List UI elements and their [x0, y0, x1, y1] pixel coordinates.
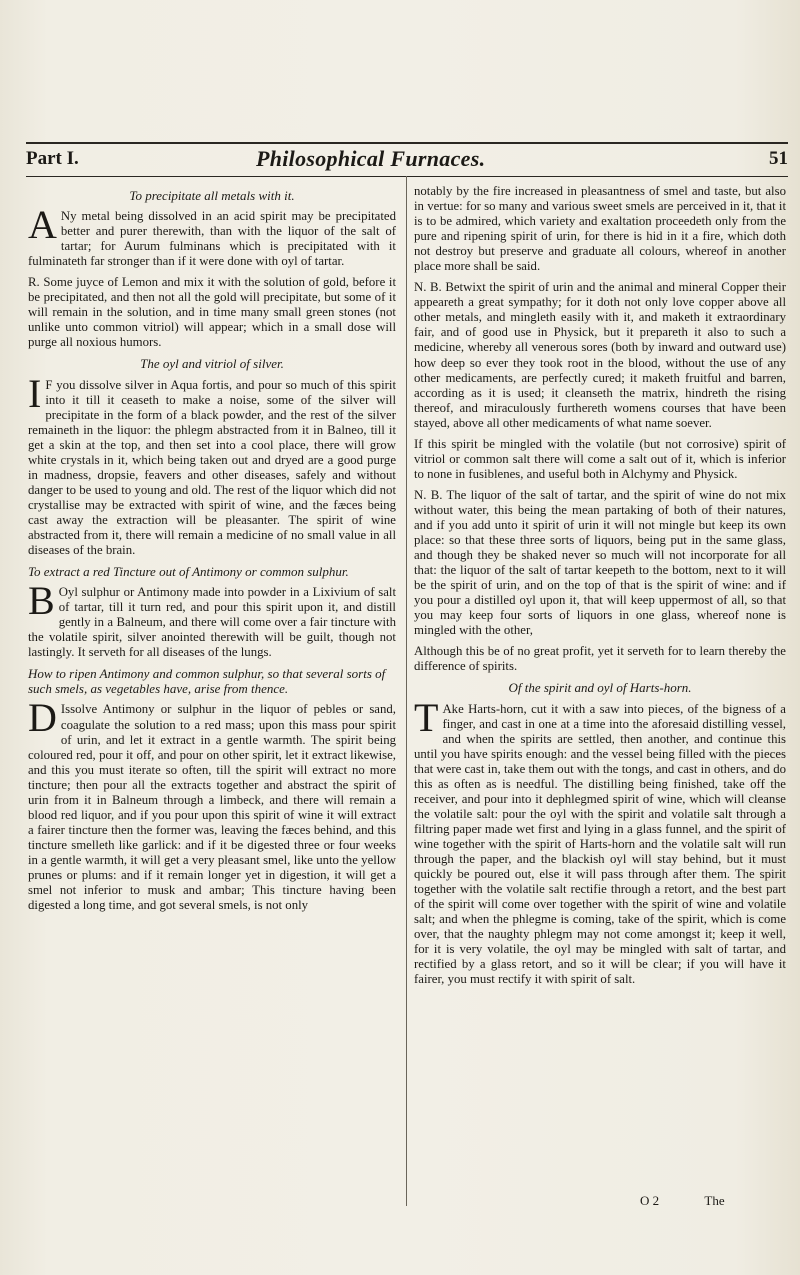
paragraph-text: N. B. Betwixt the spirit of urin and the animal and mineral Copper their appeareth a great sympathy; for it doth not only love copper above all other metals, and mingleth easily with it, and maketh it extraordinary fair, and of good use in Physick, but it prepareth it also to such a medicine, whereby all venerous sores (both by inward and outward use) how deep so ever they took root in the blood, without the use of any other medicaments, are perfectly cured; it maketh fruitful and barren, according as it is used; it cleanseth the matrix, hindreth the rising thereof, and miraculously furthereth womens courses that have been stayed, above all other medicaments of what name soever. — [414, 280, 786, 430]
part-label: Part I. — [26, 148, 79, 169]
paragraph — [414, 644, 786, 674]
paragraph-text: Ny metal being dissolved in an acid spirit may be precipitated better and purer therewith, than with the liquor of the salt of tartar; for Aurum fulminans which is precipitated with it fulminateth far stronger than if it were done with oyl of tartar. — [28, 209, 396, 269]
paragraph-text: If this spirit be mingled with the volatile (but not corrosive) spirit of vitriol or common salt there will come a salt out of it, which is inferior to none in fusiblenes, and useful both in Alchymy and Physick. — [414, 436, 786, 481]
section-heading: To extract a red Tincture out of Antimony or common sulphur. — [28, 564, 349, 580]
paragraph-text: N. B. The liquor of the salt of tartar, and the spirit of wine do not mix without water, this being the mean partaking of both of their natures, and if you add unto it spirit of urin it will not mingle but keep its own place: so that these three sorts of liquors, being put in the same glass, and though they be shaked never so much will not incorporate for all that: the liquor of the salt of tartar keepeth to the bottom, next to it will be the spirit of urin, and on the top of that is the spirit of wine: and if you pour a distilled oyl upon it, that will keep uppermost of all, so that you may keep four sorts of liquors in one glass, whereof none is mingled with the other, — [414, 487, 786, 638]
section-heading: How to ripen Antimony and common sulphur, so that several sorts of such smels, as vegetables have, arise from thence. — [28, 666, 386, 697]
left-column — [28, 184, 396, 919]
running-header — [26, 148, 788, 174]
section-heading: To precipitate all metals with it. — [129, 188, 295, 203]
drop-cap: D — [28, 695, 57, 741]
drop-cap: A — [28, 202, 57, 248]
paragraph — [28, 578, 396, 660]
drop-cap: T — [414, 694, 439, 740]
signature-mark: O 2 — [640, 1193, 660, 1208]
right-column — [414, 184, 786, 993]
paragraph-text: R. Some juyce of Lemon and mix it with the solution of gold, before it be precipitated, and then not all the gold will precipitate, but some of it will remain in the solution, and in time many small green stones (not unlike unto common vitriol) will appear; which in a small dose will purge all noxious humors. — [28, 275, 396, 350]
drop-cap: B — [28, 578, 55, 624]
header-rule-thin — [26, 176, 788, 177]
paragraph — [414, 694, 786, 988]
paragraph-text: F you dissolve silver in Aqua fortis, and pour so much of this spirit into it till it ceaseth to make a noise, some of the silver will precipitate in the form of a black powder, and the rest of the silver remaineth in the liquor: the phlegm abstracted from it in Balneo, till it get a skin at the top, and then set into a cool place, there will grow white crystals in it, which being taken out and dryed are a good purge in madness, dropsie, feavers and other diseases, safely and without danger to be used to young and old. The rest of the liquor which did not crystallise may be extracted with spirit of wine, and the fæces being cast away the extraction will be pleasanter. The spirit of wine abstracted from it, there will remain a medicine of no small value in all diseases of the brain. — [28, 377, 396, 558]
paragraph — [414, 184, 786, 274]
paragraph — [414, 280, 786, 430]
footer-signature — [640, 1193, 725, 1209]
paragraph — [28, 275, 396, 350]
section-heading: The oyl and vitriol of silver. — [140, 356, 284, 372]
paragraph-text: notably by the fire increased in pleasantness of smel and taste, but also in vertue: for so many and various sweet smels are perceived in it, that it is to be admired, which variety and exaltation proceedeth only from the pure and ripening spirit of urin, for there is hid in it a fire, which doth not destroy but preserve and graduate all colours, whereof in another place more shall be said. — [414, 184, 786, 274]
paragraph-text: Oyl sulphur or Antimony made into powder in a Lixivium of salt of tartar, till it turn red, and pour this spirit upon it, and distill gently in a Balneum, and there will come over a fair tincture with the volatile spirit, silver anointed therewith will be guilt, though not lastingly. It serveth for all diseases of the lungs. — [28, 585, 396, 660]
paragraph — [414, 488, 786, 638]
paragraph — [28, 370, 396, 559]
paragraph — [28, 202, 396, 269]
catchword: The — [704, 1193, 725, 1208]
column-divider — [406, 176, 407, 1206]
paragraph — [28, 695, 396, 913]
page-title: Philosophical Furnaces. — [256, 146, 486, 171]
section-heading: Of the spirit and oyl of Harts-horn. — [508, 680, 692, 696]
header-rule — [26, 142, 788, 144]
paragraph — [414, 437, 786, 482]
paragraph-text: Ake Harts-horn, cut it with a saw into pieces, of the bigness of a finger, and cast in one at a time into the aforesaid distilling vessel, and when the spirits are settled, then another, and continue this until you have spirits enough: and the vessel being filled with the pieces that were cast in, take them out with the tongs, and cast in others, and do this as often as is needful. The distilling being finished, take off the receiver, and pour into it dephlegmed spirit of wine, which will cleanse the volatile salt: pour the oyl with the spirit and volatile salt through a filtring paper made wet first and lying in a glass funnel, and the spirit of wine together with the spirit of Harts-horn and the volatile salt will run through the paper, and the blackish oyl will stay behind, but it must quickly be poured out, else it will pass through after them. The spirit together with the volatile salt rectifie through a retort, and the best part of the spirit will come over together with the spirit of wine and volatile salt; and when the phlegme is coming, take of the spirit, which is come over, that the naughty phlegm may not come amongst it; keep it well, for it is very volatile, the oyl may be mingled with salt of tartar, and rectified by a glass retort, and so it will be clear; if you will have it fairer, you must rectify it with spirit of salt. — [414, 701, 786, 987]
drop-cap: I — [28, 370, 42, 416]
page-number: 51 — [769, 148, 788, 169]
paragraph-text: Issolve Antimony or sulphur in the liquor of pebles or sand, coagulate the solution to a red mass; upon this mass pour spirit of urin, and let it extract in a gentle warmth. The spirit being coloured red, pour it off, and pour on other spirit, let it extract likewise, and this you must iterate so often, till the spirit will extract no more tincture; then pour all the extracts together and abstract the spirit of urin from it in Balneum through a limbeck, and there will remain a blood red liquor, and if you pour upon this spirit of wine it will extract a fairer tincture then the former was, leaving the fæces behind, and this tincture smelleth like garlick: and if it be digested three or four weeks in a gentle warmth, it will get a very pleasant smel, like unto the yellow prunes or plums: and if it remain longer yet in digestion, it will get a smel not inferior to musk and ambar; This tincture having been digested a long time, and got several smels, is not only — [28, 702, 396, 913]
paragraph-text: Although this be of no great profit, yet it serveth for to learn thereby the difference of spirits. — [414, 644, 786, 674]
